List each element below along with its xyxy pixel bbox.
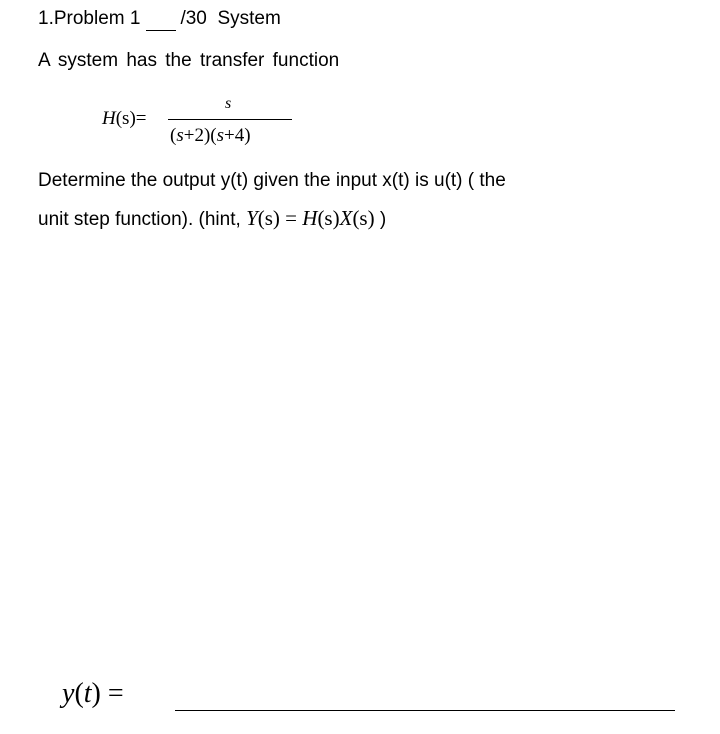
question-line-2-suffix: ): [374, 209, 387, 230]
tf-H: H: [102, 108, 116, 129]
hint-Y: Y: [246, 206, 258, 230]
hint-Y-arg: (s): [257, 206, 280, 230]
transfer-function-lhs: [102, 108, 147, 130]
den-s2: s: [216, 125, 225, 146]
problem-header: [38, 8, 281, 31]
answer-paren-open: (: [74, 678, 84, 709]
tf-arg: (s): [115, 108, 136, 129]
hint-equals: =: [279, 206, 303, 230]
transfer-function-numerator: s: [225, 95, 232, 112]
problem-number: 1.Problem 1: [38, 8, 141, 29]
score-blank[interactable]: [146, 8, 176, 31]
question-line-2: [38, 206, 386, 231]
question-line-1: Determine the output y(t) given the input x(t) is u(t) ( the: [38, 170, 506, 191]
den-part-c: +4): [224, 125, 251, 146]
question-line-2-prefix: unit step function). (hint,: [38, 209, 247, 230]
problem-category: System: [217, 8, 281, 29]
fraction-bar: [168, 119, 292, 120]
problem-points: /30: [180, 8, 207, 29]
transfer-function-denominator: [170, 125, 251, 147]
hint-equation: [246, 206, 375, 230]
answer-blank-line[interactable]: [175, 710, 675, 711]
answer-y: y: [62, 678, 75, 709]
answer-t: t: [83, 678, 92, 709]
den-s1: s: [176, 125, 184, 146]
intro-text: A system has the transfer function: [38, 50, 340, 71]
hint-X: X: [339, 206, 353, 230]
hint-X-arg: (s): [352, 206, 375, 230]
hint-H-arg: (s): [317, 206, 340, 230]
answer-equals: =: [100, 678, 124, 709]
den-part-b: +2)(: [183, 125, 217, 146]
den-part-a: (: [170, 125, 177, 146]
tf-equals: =: [135, 108, 147, 129]
answer-paren-close: ): [91, 678, 101, 709]
hint-H: H: [302, 206, 318, 230]
answer-label: [62, 678, 124, 710]
